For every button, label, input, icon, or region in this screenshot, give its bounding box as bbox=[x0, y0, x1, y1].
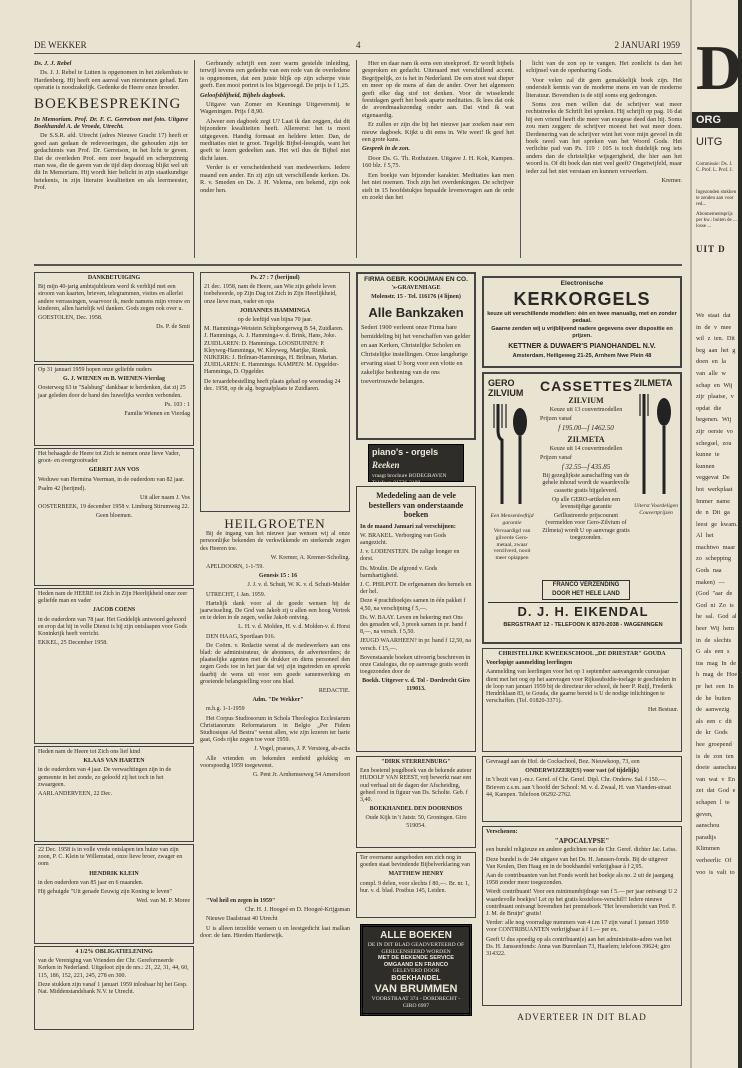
ad-signature: Het Bestuur. bbox=[648, 707, 678, 714]
ad-text: MET DE BEKENDE SERVICE bbox=[377, 955, 455, 962]
ad-signature: Familie Wienen en Vierdag bbox=[124, 411, 190, 418]
ad-text: keuze uit verschillende modellen: één en twee manualig, met en zonder pedaal. bbox=[487, 311, 677, 324]
greeting-place: APELDOORN, 1-1-'59. bbox=[206, 564, 264, 571]
ad-wienen bbox=[34, 364, 194, 446]
review-text: Soms zou men willen dat de schrijver wat meer rechtstreeks de Schrift liet spreken. Hij schrijft op pag. 16 dat hij een vriend heeft die meer van exegese deed dan hij. Soms zou men zeggen: de schrijver moeest het wat meer doen. Derdenering van de schrijver wint het voor mijn gevoel in dit boek ravel van het spreken van het Woord Gods. Het verlichte pad van Ps. 119 : 105 is toch duidelijk nog iets anders dan de christelijke wijsgerigheid, die hier aan het woord is. Of dit boek dan niet veel geeft? Ongetwijfeld, maar ieder zal het niet verstaan en kunnen verwerken. bbox=[526, 101, 682, 175]
ad-city: 's-GRAVENHAGE bbox=[391, 285, 441, 292]
ad-text: Verder: alle nog voorradige nummers van 4 t.m 17 zijn vanaf 1 januari 1959 voor CONTRIBUANTEN verkrijgbaar à f 1.— per ex. bbox=[486, 920, 669, 934]
gero-caption: Een Mensenleeftijd garantie bbox=[490, 513, 534, 526]
franco-banner: FRANCO VERZENDING DOOR HET HELE LAND bbox=[542, 580, 630, 600]
ad-headline: piano's - orgels bbox=[372, 447, 439, 457]
ad-reference: Hij gehuigde "Uit genade Eeuwig zijn Koning te leven" bbox=[38, 889, 172, 896]
masthead-letter: D bbox=[696, 32, 742, 103]
ad-text: Aan de contribuanten van het Fonds wordt het boekje als no. 2 uit de jaargang 1958 zonder meer toegezonden. bbox=[486, 873, 674, 887]
column-2 bbox=[200, 60, 350, 260]
ad-obituary-vos bbox=[34, 448, 194, 586]
ad-text: Geeft U dus spoedig op als contribuant(e) aan het administratie-adres van het Ds. H. Janssenfonds: Anna van Burenlaan 73, Haarlem; telefoon 39624; giro 314322. bbox=[486, 936, 672, 958]
ad-brand: Reeken bbox=[372, 460, 400, 470]
greeting-place: DEN HAAG, Sportlaan 916. bbox=[206, 633, 276, 640]
price-range: f 195.00—f 1462.50 bbox=[558, 424, 614, 433]
ad-text: OMGAAND EN FRANCO bbox=[383, 961, 449, 968]
book-item: J. v. LODENSTEIN. De zalige honger en dorst. bbox=[360, 549, 460, 563]
greeting-text: U is alleen terzelfde wensen u en leestgedicht laat malkan door: de fam. Hierden Harderwijk. bbox=[200, 925, 350, 939]
ad-sterrenburg bbox=[356, 756, 476, 848]
greeting-signature: REDACTIE. bbox=[318, 688, 350, 695]
section-heading-boekbespreking: BOEKBESPREKING bbox=[34, 95, 182, 112]
ad-signature: Uit aller naam J. Vos bbox=[140, 495, 190, 502]
greeting-title: Adm. "De Wekker" bbox=[252, 697, 304, 704]
ad-headline: CASSETTES bbox=[540, 378, 634, 394]
greeting-title: "Vol heil en zegen in 1959" bbox=[206, 898, 276, 904]
adverteer-banner: ADVERTEER IN DIT BLAD bbox=[517, 1012, 647, 1022]
ad-family: M. Hamminga-Wetstein Schipborgerweg B 54, Zuidlaren. J. Hamminga, A. J. Hamminga-v. d. Brink, Hans, Joke. ZUIDLAREN: D. Hamminga. LOOSDUINEN: P. Kleyweg-Hamminga, W. Kleyweg, Marijke, Rienk. NIJKERK: J. Brilman-Hamminga, H. Brilman, Marian. ZUIDLAREN: E. Hamminga. KAMPEN: M. Opgelder-Hamminga, D. Opgelder. bbox=[204, 326, 344, 376]
column-divider bbox=[520, 60, 521, 258]
ad-name: HENDRIK KLEIN bbox=[89, 870, 139, 877]
ad-text: 21 dec. 1958, nam de Heere, aan Wie zijn gehele leven toebehoorde, op Zijn Dag tot Zich in Zijn Heerlijkheid, onze lieve man, vader en opa bbox=[204, 284, 337, 305]
ad-headline: ALLE BOEKEN bbox=[380, 930, 452, 941]
gero-zilvium-illustration bbox=[488, 378, 536, 584]
paper-name: DE WEKKER bbox=[34, 40, 87, 50]
ad-text: Ter overname aangeboden een zich nog in goeden staat bevindende Bijbelverklaring van bbox=[360, 855, 470, 869]
greeting-text: Bij de ingang van het nieuwe jaar wensen wij al onze persoonlijke bekenden de verkwikkende en sterkende zegen des Heeren toe. bbox=[200, 531, 350, 552]
ad-text: Weduwe van Hermina Veerman, in de ouderdom van 82 jaar. bbox=[38, 476, 185, 483]
ad-name: JACOB COENS bbox=[92, 607, 136, 614]
product-name: ZILVIUM bbox=[568, 396, 604, 405]
ad-obituary-van-harten bbox=[34, 746, 194, 842]
ad-text: vraagt brochure BODEGRAVEN Telefoon 01726-2188 bbox=[372, 473, 447, 486]
ad-names: G. J. WIENEN en B. WIENEN-Vierdag bbox=[63, 376, 165, 383]
greeting-signature: G. Pent Jr. Arnhemseweg 54 Amersfoort bbox=[252, 772, 350, 779]
ad-text: Heden nam de Heere tot Zich ons lief kind bbox=[38, 749, 141, 755]
column-divider bbox=[194, 60, 195, 258]
ad-text: Gevraagd aan de Hof. de Cockschool, Boz. Nieuwkoop, 73, een bbox=[486, 759, 640, 765]
cassettes-panel bbox=[540, 378, 632, 598]
greeting-signature: J. Vogel, praeses, J. P. Versteeg, ab-actis bbox=[254, 746, 350, 753]
greeting-text: m.h.g. 1-1-1959 bbox=[206, 706, 245, 713]
ad-obituary-klein bbox=[34, 844, 194, 944]
ad-gevraagd bbox=[482, 756, 682, 822]
notice-signoff: Ds. J. J. Rebel bbox=[34, 60, 72, 67]
ad-firm: D. J. H. EIKENDAL bbox=[517, 604, 649, 619]
greeting-signature: W. Kremer, A. Kremer-Scholing. bbox=[270, 554, 350, 561]
ad-firm: BOEKHANDEL DEN DOORNBOS bbox=[369, 806, 463, 813]
price-label: Prijzen vanaf bbox=[540, 416, 572, 423]
ad-van-brummen bbox=[360, 924, 472, 1016]
ad-text: van de Vereniging van Vrienden der Chr. Gereformeerde Kerken in Nederland. Uitgeloot zijn de nrs.: 21, 22, 31, 44, 60, 115, 186, 152, 221, 245, 278 en 300. bbox=[38, 958, 189, 979]
ad-eikendal bbox=[482, 372, 682, 644]
review-signature: Kremer. bbox=[661, 177, 682, 185]
ad-text: in den ouderdom van 85 jaar en 6 maanden. bbox=[38, 879, 144, 886]
ad-signature: Wed. van M. P. Moree bbox=[136, 898, 190, 905]
ad-headline: ONDERWIJZER(ES) voor vast (of tijdelijk) bbox=[525, 768, 639, 775]
greeting-place: UTRECHT, 1 Jan. 1959. bbox=[206, 591, 266, 598]
ad-address: BERGSTRAAT 12 - TELEFOON K 8370-2038 - WAGENINGEN bbox=[503, 622, 663, 628]
ad-address: Oude Kijk in 't Jatstr. 50, Groningen. Giro 519054. bbox=[365, 815, 467, 829]
ad-text: Verschenen: bbox=[486, 829, 518, 835]
greeting-text: De Coörn. v. Redactie wenst al de medewerkers aan ons blad: de administrateur, de abonnees, de adverteerders; de plaatselijke agenten met de drukker en diens personeel den zegen Gods toe in het jaar dat wij zijn ingetreden en spreekt daarbij de wens uit voor een goede samenwerking en groeiende belangstelling voor ons blad. bbox=[200, 642, 350, 685]
ad-text: Deze bundel is de 24e uitgave van het Ds. H. Janssen-fonds. Bij de uitgever Van Keulen, Den Haag en in de boekhandel verkrijgbaar à f 2,95. bbox=[486, 856, 668, 870]
ad-signature: Boekh. Uitgever v. d. Tol - Dordrecht Giro 119013. bbox=[362, 678, 470, 692]
ad-obituary-coens bbox=[34, 588, 194, 744]
greeting-text: Alle vrienden en bekenden eenheid gelukkig en voorspoedig 1959 toegewenst. bbox=[200, 755, 350, 769]
ad-text: in de ouderdom van 78 jaar. Het Goddelijk antwoord gehoord en erop dat hij in volle Dienst is bij zijn ontslaapen voor Gods Koninkrijk heeft verricht. bbox=[38, 616, 187, 638]
ad-text: Bij gezeglijkste aanschaffing van de gehele inhoud wordt de waardevolle cassette gratis bijgeleverd. bbox=[542, 473, 630, 494]
ad-headline: CHRISTELIJKE KWEEKSCHOOL „DE DRIESTAR" GOUDA bbox=[498, 651, 666, 657]
ad-firm: KETTNER & DUWAER'S PIANOHANDEL N.V. bbox=[508, 342, 656, 350]
uitgave-label: UITG bbox=[696, 136, 723, 148]
ad-text: Op 31 januari 1959 hopen onze geliefde ouders bbox=[38, 367, 152, 373]
cutlery-icon bbox=[634, 390, 678, 500]
page-header bbox=[34, 40, 682, 54]
ad-text: Bovenstaande boeken uitvoerig beschreven in onze Catalogus, die op aanvrage gratis wordt toegezonden door de bbox=[360, 654, 471, 676]
next-page-edge bbox=[690, 0, 742, 1068]
review-text: Door Ds. G. Th. Rothuizen. Uitgave J. H. Kok, Kampen. 160 blz. f 5,75. bbox=[362, 154, 514, 170]
greeting-reference: Genesis 15 : 16 bbox=[258, 573, 298, 580]
book-item: Deze 4 prachtboekjes samen in één pakket f 4,50, na verschijning f 5,—. bbox=[360, 598, 466, 612]
ad-text: Gaarne zenden wij u vrijblijvend nadere gegevens over dispositie en prijzen. bbox=[491, 326, 673, 339]
greeting-place: Nieuwe Daalstraat 40 Utrecht bbox=[206, 916, 278, 923]
ad-text: een bundel religieuze en andere gedichten van de Chr. Geref. dichter Jac. Leiss. bbox=[486, 847, 677, 854]
ad-text: Electronische bbox=[560, 280, 604, 287]
greeting-text: Hartelijk dank voor al de goede wensen bij de jaarwisseling. De God van Jakob zij u allen een hoog Vertrek en te delen in de zegen, welke Jakob ontving. bbox=[200, 600, 350, 622]
review-text: Een boekje van bijzonder karakter. Meditaties kan men het niet noemen. Toch zijn het overdenkingen. De schrijver stelt in 15 hoofdstukjes bepaalde levensvragen aan de orde en zoekt dan het bbox=[362, 171, 514, 201]
review-text: De S.S.R. afd. Utrecht (adres Nieuwe Gracht 17) heeft er goed aan gedaan de redevoeringen, die gehouden zijn ter gedachtenis van Prof. Dr. Gerretson, in het licht te geven. Dat de overleden Prof. een zeer begaafd en scherpzinnig man was, die de gaven van de tijd diep doorzag blijkt wel uit dit In Memoriam. Hij wordt hier belicht in zijn staatkundige betekenis, in zijn literaire kwaliteiten en als leermeester, Prof. bbox=[34, 132, 188, 192]
ad-name: JOHANNES HAMMINGA bbox=[239, 307, 311, 314]
ad-text: in 't bezit van j.-m.r. Geref. of Chr. Geref. Dipl. Chr. Onderw. Sal. f 150.—. Brieven z.s.m. aan 't hoofd der School: M. v. d. Zwaal, H. van Vianden-straat 44, Kampen. Telefoon 06292-2762. bbox=[486, 777, 672, 798]
ad-address: Molenstr. 15 - Tel. 116176 (4 lijnen) bbox=[371, 294, 461, 301]
ad-name: KLAAS VAN HARTEN bbox=[83, 758, 145, 765]
review-title: Gesprek in de zon. bbox=[362, 145, 410, 153]
ad-firm: FIRMA GEBR. KOOIJMAN EN CO. bbox=[364, 276, 468, 283]
ad-note: Geen bloemen. bbox=[95, 513, 133, 520]
book-item: W. BRAKEL. Verborging van Gods aangezicht. bbox=[360, 532, 447, 546]
ad-text: in de ouderdom van 4 jaar. De verwachtingen zijn in de gemeente in het zonde, zo geloofd zij het toch in het zwaargeen. bbox=[38, 767, 172, 788]
zilmeta-illustration bbox=[634, 378, 678, 584]
ad-text: Een boeiend jeugdboek van de bekende auteur HUDOLF VAN REEST, vrij bewerkt naar een oud verhaal uit de dagen der Afscheiding, geheel rood in figuur van Ds. Scholte. Geb. f 3,40. bbox=[360, 768, 472, 804]
ad-text: Oosterweg 63 te "Salsburg" dankbaar te herdenken, dat zij 25 jaar geleden door de band des huwelijks werden verbonden. bbox=[38, 385, 186, 399]
ad-headline: Alle Bankzaken bbox=[368, 304, 464, 320]
ad-name: MATTHEW HENRY bbox=[388, 871, 444, 878]
ad-text: Aanmelding van leerlingen voor het op 1 september aanvangende cursusjaar dient met het oog op het aanvragen voor Rijkssubsidie-toelage te geschieden in de loop van januari 1959 bij de directeur der school, de heer P. Ruijl, Frederik Hendriklaan 83, te Gouda, die gaarne bereid is U de nodige inlichtingen te verschaffen. (Tel. 01820-3371). bbox=[486, 669, 677, 705]
ad-place: GOESTOLEN, Dec. 1958. bbox=[38, 315, 103, 322]
ad-pianos-orgels bbox=[368, 444, 464, 486]
ad-title: DANKBETUIGING bbox=[87, 275, 141, 281]
ad-note: De teraardebestelling heeft plaats gehad op woensdag 24 dec. 1958, op de alg. begraafplaats te Zuidlaren. bbox=[204, 378, 341, 392]
ad-dankbetuiging bbox=[34, 272, 194, 362]
ad-text: Bij mijn 40-jarig ambtsjubileum werd ik verblijd met een stroom van kaarten, brieven, telegrammen, visites en allerlei andere verrassingen, waarvoor ik, mede namens mijn vrouw en kinderen, allen hartelijk wil danken. Gods zegen ook over u. bbox=[38, 284, 190, 312]
book-item: J. C. PHILPOT. De erfgenamen des hemels en der hel. bbox=[360, 581, 472, 596]
review-text: Alweer een dagboek zegt U? Laat ik dan zeggen, dat dit bijzondere kwaliteiten heeft. Allereerst: het is mooi uitgegeven. Handig formaat en heldere letter. Dan, de meditaties niet te groot. Tegelijk Bijbel-leesgids, want het geeft te lezen gedeelten aan. Het wil dus de Bijbel niet dicht laten. bbox=[200, 117, 350, 162]
greeting-signature: Chr. H. J. Hoogeé en D. Hoogeé-Krijgsman bbox=[245, 907, 350, 914]
heilgroeten-column bbox=[200, 516, 350, 896]
ad-apocalypse bbox=[482, 826, 682, 1006]
greeting-signature: J. J. v. d. Schuit, W. K. v. d. Schuit-Mulder bbox=[247, 582, 350, 589]
ad-text: GELEVERD DOOR bbox=[392, 968, 440, 975]
ad-text: Heden nam de HEERE tot Zich in Zijn Heerlijkheid onze zeer geliefde man en vader bbox=[38, 591, 188, 605]
ad-text: Sedert 1900 verleent onze Firma hare bemiddeling bij het verschaffen van gelder en aan Kerken, Christelijke Scholen en Christelijke instellingen. Onze langdurige ervaring staat U borg voor een vlotte en zakelijke bediening van de ons toevertrouwde belangen. bbox=[361, 323, 471, 385]
review-text: Uitgave van Zomer en Keunings Uitgeversmij. te Wageningen. Prijs f 8,90. bbox=[200, 101, 350, 116]
greeting-signature: L. H. v. d. Molden, H. v. d. Molden-v. d. Horst bbox=[238, 624, 350, 631]
zilmeta-caption: Uiterst Voordeligen Couvertprijzen bbox=[634, 503, 678, 516]
ad-place: EKKEL, 25 December 1958. bbox=[38, 640, 108, 647]
price-range: f 32.55—f 435.85 bbox=[561, 463, 611, 472]
ad-name: GERRIT JAN VOS bbox=[88, 467, 140, 474]
ad-obituary-hamminga bbox=[200, 272, 350, 512]
review-title: Geloofsblijheid, Bijbels dagboek. bbox=[200, 91, 286, 99]
review-text: Verder is er verscheidenheid van medewerkers. Iedere maand een ander. En zij zijn uit verschillende kerken. Ds. R. v. Smeden en Ds. J. H. Velema, om bekend, zijn ook onder hen. bbox=[200, 164, 350, 194]
ad-reference: Psalm 42 (berijmd). bbox=[38, 485, 86, 492]
price-label: Prijzen vanaf bbox=[540, 454, 572, 461]
ad-text: Deze stukken zijn vanaf 1 januari 1959 inlosbaar bij het Gesp. Nat. Middenstandsbank N.V. te Utrecht. bbox=[38, 981, 188, 996]
redactie-info: Commissie: Ds. J. C. Prof. L. Prof. J. bbox=[696, 162, 733, 173]
ad-signature: Ds. P. de Smit bbox=[156, 324, 190, 331]
book-item: Ds. Moulin. De afgrond v. Gods barmhartigheid. bbox=[360, 565, 438, 579]
ad-text: op de leeftijd van bijna 70 jaar. bbox=[237, 317, 313, 324]
ad-text: Geïllustreerde prijscourant (vermelden voor Gero-Zilvium of Zilmeta) wordt U op aanvrage gratis toegezonden. bbox=[542, 513, 630, 541]
ad-headline: Mededeling aan de vele bestellers van onderstaande boeken bbox=[368, 491, 464, 519]
ad-title: 4 1/2% OBLIGATIELENING bbox=[75, 949, 153, 955]
ad-text: In de maand Januari zal verschijnen: bbox=[360, 523, 456, 530]
ad-text: 22 Dec. 1958 is in volle vrede ontslapen ten huize van zijn zoon, P. C. Klein te Willemstad, onze lieve broer, zwager en oom bbox=[38, 847, 183, 868]
section-heading-heilgroeten: HEILGROETEN bbox=[224, 516, 326, 531]
ad-text: DE IN DIT BLAD GEADVERTEERD OF GERECENSEERD WORDEN bbox=[367, 942, 465, 955]
section-heading-uit-de: UIT D bbox=[696, 244, 726, 254]
product-subtitle: Keuze uit 13 couvertmodellen bbox=[549, 407, 623, 413]
ad-text: BOEKHANDEL bbox=[391, 974, 441, 982]
notice-text: Ds. J. J. Rebel te Lutten is opgenomen in het ziekenhuis te Hardenberg. Hij heeft een aanval van nierstenen gehad. Een operatie is noodzakelijk. Gedenke de Heere onze broeder. bbox=[34, 69, 188, 92]
review-text: Voor velen zal dit geen gemakkelijk boek zijn. Het onderstelt kennis van de moderne mens en van de moderne literatuur. Bovendien is de stijl soms erg gedrongen. bbox=[526, 76, 682, 99]
product-subtitle: Keuze uit 14 couvertmodellen bbox=[549, 445, 623, 452]
column-divider bbox=[356, 60, 357, 258]
ad-address: VOORSTRAAT 374 - DORDRECHT - GIRO 6997 bbox=[371, 995, 461, 1009]
eikendal-footer bbox=[488, 602, 678, 640]
ad-headline: "APOCALYPSE" bbox=[554, 837, 610, 846]
book-item: Ds. W. BAAY. Leven en bekering met Ons des genaden wil, 3 preek samen in pr. band f 8,—, na versch. f 5,50. bbox=[360, 614, 467, 636]
zilmeta-brand: ZILMETA bbox=[634, 378, 673, 388]
page-number: 4 bbox=[356, 40, 361, 50]
gero-brand: GERO ZILVIUM bbox=[488, 378, 524, 398]
ad-place: AARLANDERVEEN, 22 Dec. bbox=[38, 791, 113, 798]
review-text: licht van de zon op te vangen. Het zonlicht is dan het schijnsel van de openbaring Gods. bbox=[526, 60, 682, 75]
ad-place: OOSTERBEEK, 19 december 1958 v. Limburg Stirumweg 22. bbox=[38, 504, 190, 511]
ingezonden-info: Ingezonden stukken te zenden aan voor red... bbox=[696, 190, 737, 207]
ad-matthew-henry bbox=[356, 852, 476, 918]
ad-headline: "DIRK STERRENBURG" bbox=[381, 759, 451, 765]
ad-kerkorgels bbox=[482, 276, 682, 368]
ad-reference: Ps. 103 : 1 bbox=[164, 401, 190, 408]
column-3 bbox=[362, 60, 514, 260]
ad-address: Amsterdam, Heiligeweg 21-25, Arnhem Nwe Plein 48 bbox=[512, 352, 652, 359]
product-name: ZILMETA bbox=[567, 434, 605, 444]
cutlery-icon bbox=[488, 400, 536, 510]
next-page-column: We staat dat in de v mee wil z ten. Dit beg aan het g doen en la van alle w schap en Wij zijr plaatse, v opdat die begenen. Wij zijr oerste vo schegsel, zou kunne te kunnen veggevat De hot werkplaat Immer name de n Dit ga leest ge kwam. Al het machtwo maar zo schepping Gods naa maken) — (God "aar de God ni Zo is he sal. God al heer Wij hem in de slechts G als een s tus mag In de h mag de Hoe pr het een In de he buiten de aanwezig als een c dit de kr Gods hee groepend is de zon ten doeie aanschau van wat v En zet dat God e schapen l te geven, aanschou paradijs Klimmen verheerlic Of voo is valt to bbox=[696, 312, 738, 876]
column-1 bbox=[34, 60, 188, 260]
ad-subtitle: Voorlopige aanmelding leerlingen bbox=[486, 660, 573, 667]
gero-caption-2: Vervaardigd van gilverde Gero-metaal, zwaar verzilverd, nooit meer oplappen bbox=[493, 528, 531, 561]
ad-kooijman bbox=[356, 272, 476, 440]
ad-driestar bbox=[482, 648, 682, 752]
greeting-text: Het Corpus Studiosorum in Schola Theologica Ecclesiarum Christianorum Reformatarum in Belgio „Per Fidem Studiosique Ad Bestra" wenst allen, wie zijn lezeren ter harte gaat, Gods rijke zegen toe voor 1959. bbox=[200, 715, 350, 744]
ad-text: Op alle GERO-artikelen een levenstijdige garantie bbox=[551, 496, 621, 511]
issue-date: 2 JANUARI 1959 bbox=[614, 40, 680, 50]
heilgroeten-column-lower bbox=[200, 898, 350, 1030]
book-item: JEUGD WAARHEEN? in pr. band f 12,50, na versch. f 15,—. bbox=[360, 638, 471, 652]
review-text: Er zullen er zijn die bij het nieuwe jaar zoeken naar een nieuw dagboek. Kijkt u dit eens in. Wie weet! Ik geef het een grote kans. bbox=[362, 121, 514, 144]
review-text: Hier en daar nam ik eens een steekproef. Er wordt bijbels gesproken en gedacht. Uiteraard met verschillend accent. Begrijpelijk, zo is het in Nederland. De een stoot wat dieper en meer op de mens af dan de ander. Over het algemeen geeft elke dag stof tot denken. Voor de wisselende feestdagen geeft het boek aparte meditaties. Ik lees dat ook de avondmaalszondag onder aan. Dat vind ik wat eigenaardig. bbox=[362, 60, 514, 119]
ad-obligatielening bbox=[34, 946, 194, 1030]
ad-headline: KERKORGELS bbox=[513, 289, 651, 310]
ad-reference: Ps. 27 : 7 (berijmd) bbox=[250, 275, 300, 281]
review-title: In Memoriam. Prof. Dr. F. C. Gerretson met foto. Uitgave Boekhandel A. de Vroede, Utrecht. bbox=[34, 115, 188, 131]
column-4 bbox=[526, 60, 682, 260]
ad-firm: VAN BRUMMEN bbox=[374, 982, 458, 995]
abonnement-info: Abonnementsprijs per kw.: buiten de ... losse ... bbox=[696, 212, 737, 229]
ad-text: Wordt contribuant! Voor een minimumbijdrage van f 5.— per jaar ontvangt U 2 waardevolle boekjes! Let op het gratis kosteloos-verschil!! Iedere nieuwe contribuant ontvangt bovendien het premieboek "Het levensbericht van Prof. F. J. M. de Bruijn" gratis! bbox=[486, 889, 678, 918]
org-band: ORG bbox=[692, 112, 740, 128]
review-text: Gerbrandy schrijft een zeer warm gestelde inleiding, terwijl tevens een gedeelte van een rede van de overledene is opgenomen, dat een juiste blijk op zijn scherpe visie geeft. Een mooi portret is los bijgevoegd. De prijs is f 1,25. bbox=[200, 60, 350, 90]
ad-mededeling bbox=[356, 486, 476, 752]
ad-text: compl. 9 delen, voor slechts f 80,—. Br. nr. 1, bur. v. d. blad. Postbus 145, Leiden. bbox=[360, 880, 470, 894]
ad-text: Het behaagde de Heere tot Zich te nemen onze lieve Vader, groot- en overgrootvader bbox=[38, 451, 181, 465]
section-divider bbox=[34, 264, 682, 266]
